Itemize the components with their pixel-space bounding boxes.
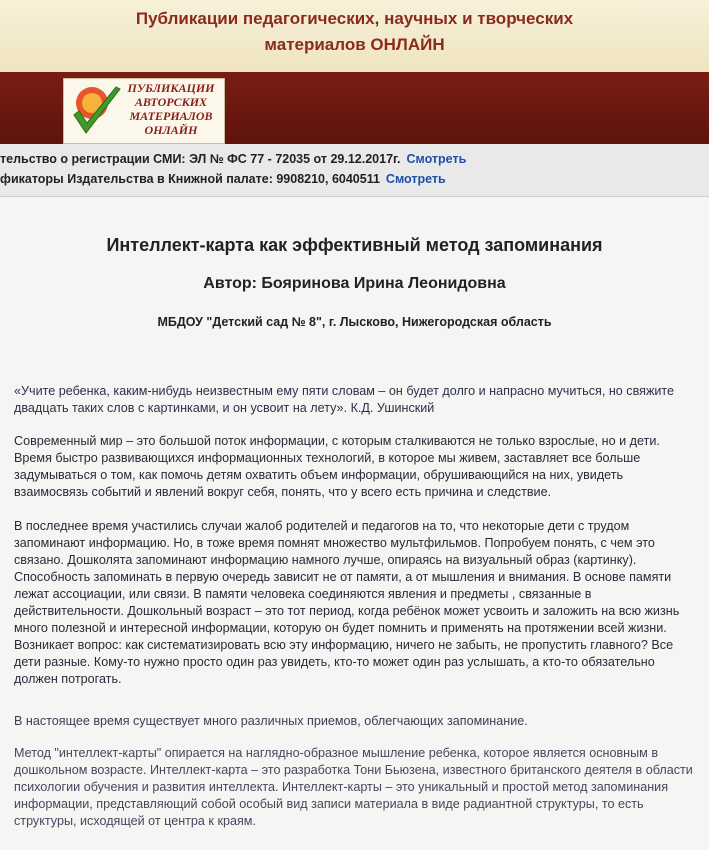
logo-text: ПУБЛИКАЦИИ АВТОРСКИХ МАТЕРИАЛОВ ОНЛАЙН	[127, 81, 215, 137]
article-paragraph: Метод "интеллект-карты" опирается на наглядно-образное мышление ребенка, которое является основным в дошкольном возрасте. Интеллект-карта – это разработка Тони Бьюзена, известного британского деятеля в области психологии обучения и развития интеллекта. Интеллект-карты – это уникальный и простой метод запоминания информации, представляющий собой особый вид записи материала в виде радиантной структуры, то есть структуры, исходящей от центра к краям.	[14, 746, 693, 828]
article-paragraph: В последнее время участились случаи жалоб родителей и педагогов на то, что некоторые дети с трудом запоминают информацию. Но, в тоже время помнят множество мультфильмов. Попробуем понять, с чем это связано. Дошколята запоминают информацию намного лучше, опираясь на визуальный образ (картинку). Способность запоминать в первую очередь зависит не от памяти, а от мышления и внимания. В основе памяти лежат ассоциации, или связи. В памяти человека соединяются явления и предметы , связанные в действительности. Дошкольный возраст – это тот период, когда ребёнок может усвоить и заложить на всю жизнь много полезной и интересной информации, которую он будет помнить и применять на протяжении всей жизни. Возникает вопрос: как систематизировать всю эту информацию, ничего не забыть, не пропустить главного? Все дети разные. Кому-то нужно просто один раз увидеть, кто-то может один раз услышать, а кто-то обязательно должен потрогать.	[14, 519, 680, 686]
registration-info-bar	[0, 144, 709, 197]
registration-text: тельство о регистрации СМИ: ЭЛ № ФС 77 - 72035 от 29.12.2017г.	[0, 152, 401, 166]
site-header-banner	[0, 0, 709, 72]
identifiers-line	[0, 172, 446, 186]
identifiers-view-link[interactable]: Смотреть	[385, 172, 446, 186]
article-author: Автор: Бояринова Ирина Леонидовна	[203, 275, 506, 292]
site-title-line-2: материалов ОНЛАЙН	[264, 35, 445, 54]
article-paragraph-quote: «Учите ребенка, каким-нибудь неизвестным ему пяти словам – он будет долго и напрасно мучиться, но свяжите двадцать таких слов с картинками, и он усвоит на лету». К.Д. Ушинский	[14, 384, 675, 415]
registration-line	[0, 152, 466, 166]
check-mark-logo-icon	[68, 81, 126, 141]
article-paragraph: В настоящее время существует много различных приемов, облегчающих запоминание.	[14, 714, 528, 728]
article-paragraph: Современный мир – это большой поток информации, с которым сталкиваются не только взрослые, но и дети. Время быстро развивающихся информационных технологий, в которое мы живем, заставляет все больше задумываться о том, как помочь детям охватить объем информации, обрушивающийся на них, увидеть взаимосвязь событий и явлений вокруг себя, понять, что у всего есть причина и следствие.	[14, 434, 660, 499]
site-title	[0, 6, 709, 58]
site-title-line-1: Публикации педагогических, научных и творческих	[135, 9, 574, 28]
site-logo[interactable]	[63, 78, 225, 144]
article-title: Интеллект-карта как эффективный метод запоминания	[106, 235, 603, 255]
article-organization: МБДОУ "Детский сад № 8", г. Лысково, Нижегородская область	[157, 315, 552, 329]
registration-view-link[interactable]: Смотреть	[406, 152, 467, 166]
identifiers-text: фикаторы Издательства в Книжной палате: 9908210, 6040511	[0, 172, 380, 186]
